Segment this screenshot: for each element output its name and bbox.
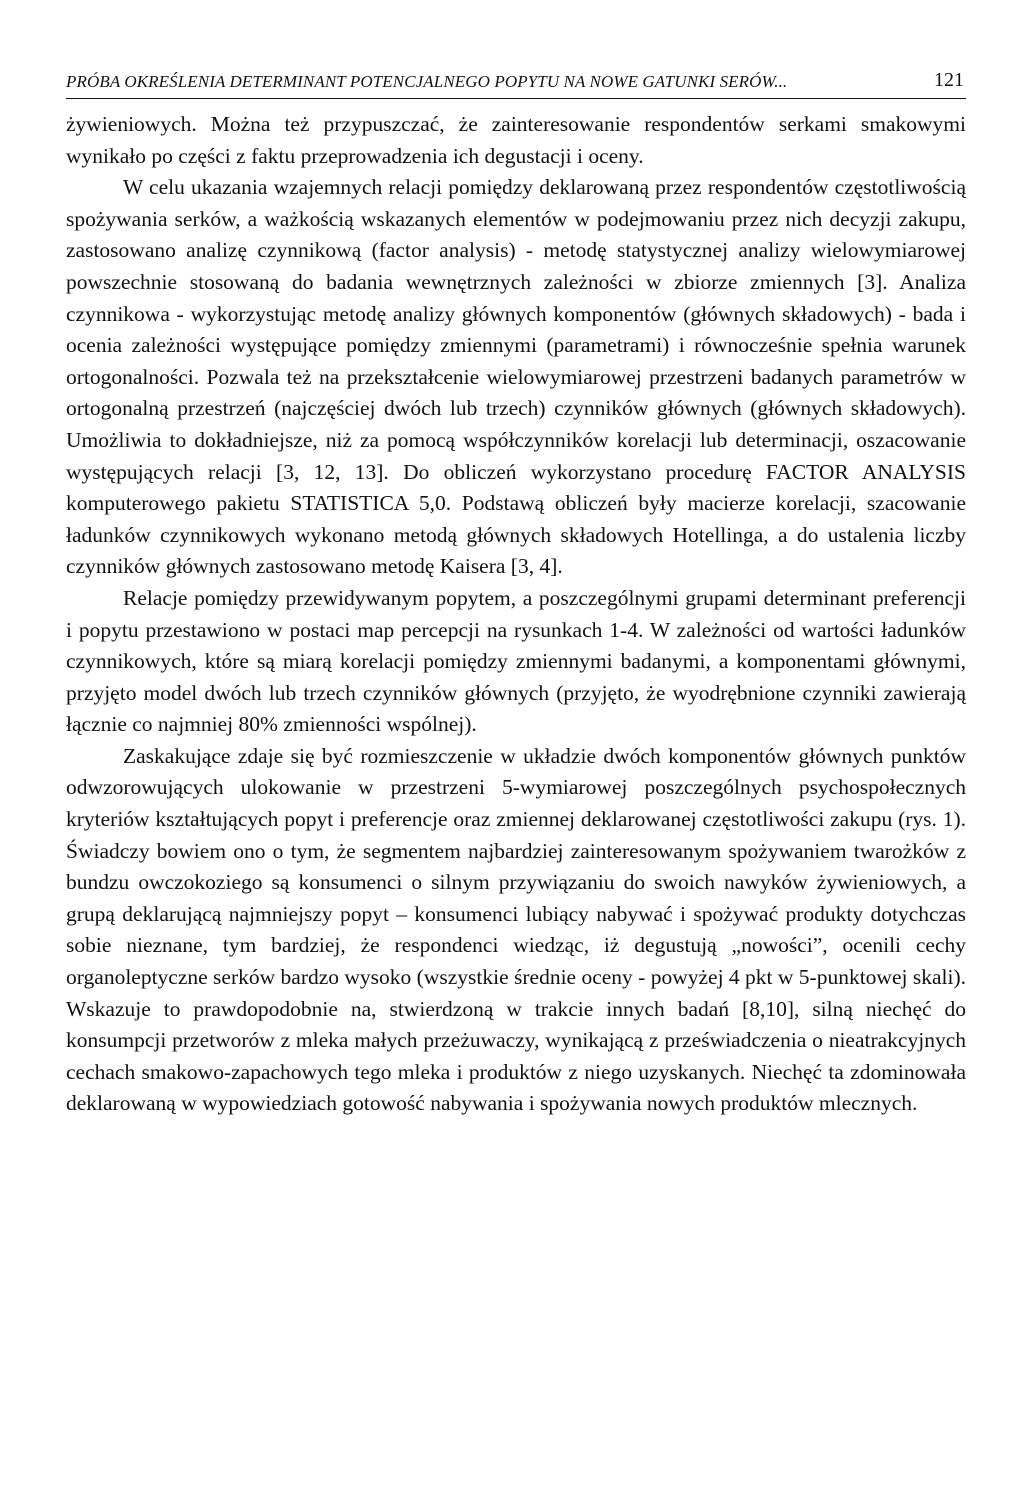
running-header-title: PRÓBA OKREŚLENIA DETERMINANT POTENCJALNEGO POPYTU NA NOWE GATUNKI SERÓW...	[66, 72, 788, 91]
document-page	[66, 62, 966, 1120]
body-text	[66, 109, 966, 1120]
running-header	[66, 62, 966, 99]
paragraph-continued: żywieniowych. Można też przypuszczać, że zainteresowanie respondentów serkami smakowymi wynikało po części z faktu przeprowadzenia ich degustacji i oceny.	[66, 112, 966, 168]
page-number: 121	[934, 69, 964, 91]
paragraph-factor-analysis: W celu ukazania wzajemnych relacji pomiędzy deklarowaną przez respondentów częstotliwością spożywania serków, a ważkością wskazanych elementów w podejmowaniu przez nich decyzji zakupu, zastosowano analizę czynnikową (factor analysis) - metodę statystycznej analizy wielowymiarowej powszechnie stosowaną do badania wewnętrznych zależności w zbiorze zmiennych [3]. Analiza czynnikowa - wykorzystując metodę analizy głównych komponentów (głównych składowych) - bada i ocenia zależności występujące pomiędzy zmiennymi (parametrami) i równocześnie spełnia warunek ortogonalności. Pozwala też na przekształcenie wielowymiarowej przestrzeni badanych parametrów w ortogonalną przestrzeń (najczęściej dwóch lub trzech) czynników głównych (głównych składowych). Umożliwia to dokładniejsze, niż za pomocą współczynników korelacji lub determinacji, oszacowanie występujących relacji [3, 12, 13]. Do obliczeń wykorzystano procedurę FACTOR ANALYSIS komputerowego pakietu STATISTICA 5,0. Podstawą obliczeń były macierze korelacji, szacowanie ładunków czynnikowych wykonano metodą głównych składowych Hotellinga, a do ustalenia liczby czynników głównych zastosowano metodę Kaisera [3, 4].	[66, 175, 966, 579]
paragraph-perception-maps: Relacje pomiędzy przewidywanym popytem, a poszczególnymi grupami determinant preferencji i popytu przestawiono w postaci map percepcji na rysunkach 1-4. W zależności od wartości ładunków czynnikowych, które są miarą korelacji pomiędzy zmiennymi badanymi, a komponentami głównymi, przyjęto model dwóch lub trzech czynników głównych (przyjęto, że wyodrębnione czynniki zawierają łącznie co najmniej 80% zmienności wspólnej).	[66, 585, 966, 737]
paragraph-results: Zaskakujące zdaje się być rozmieszczenie w układzie dwóch komponentów głównych punktów odwzorowujących ulokowanie w przestrzeni 5-wymiarowej poszczególnych psychospołecznych kryteriów kształtujących popyt i preferencje oraz zmiennej deklarowanej częstotliwości zakupu (rys. 1). Świadczy bowiem ono o tym, że segmentem najbardziej zainteresowanym spożywaniem twarożków z bundzu owczokoziego są konsumenci o silnym przywiązaniu do swoich nawyków żywieniowych, a grupą deklarującą najmniejszy popyt – konsumenci lubiący nabywać i spożywać produkty dotychczas sobie nieznane, tym bardziej, że respondenci wiedząc, iż degustują „nowości”, ocenili cechy organoleptyczne serków bardzo wysoko (wszystkie średnie oceny - powyżej 4 pkt w 5-punktowej skali). Wskazuje to prawdopodobnie na, stwierdzoną w trakcie innych badań [8,10], silną niechęć do konsumpcji przetworów z mleka małych przeżuwaczy, wynikającą z przeświadczenia o nieatrakcyjnych cechach smakowo-zapachowych tego mleka i produktów z niego uzyskanych. Niechęć ta zdominowała deklarowaną w wypowiedziach gotowość nabywania i spożywania nowych produktów mlecznych.	[66, 743, 966, 1116]
